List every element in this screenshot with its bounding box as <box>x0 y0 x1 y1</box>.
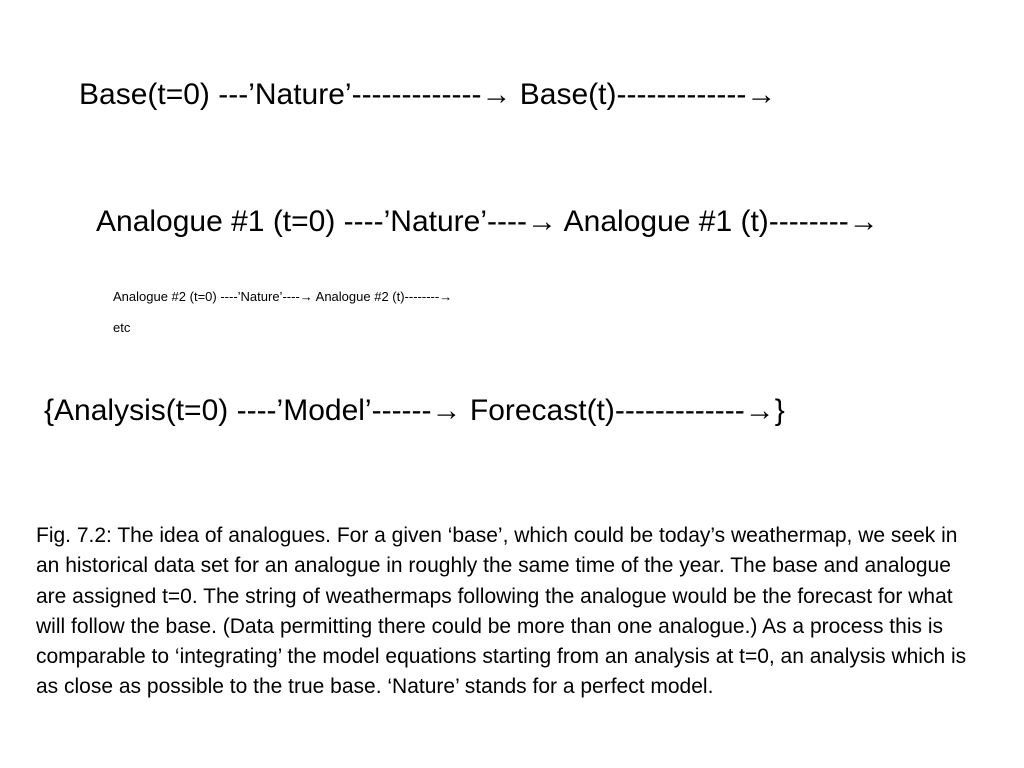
analogue2-row <box>113 290 452 303</box>
right-arrow-icon: → <box>299 289 313 304</box>
base-end-label: Base(t)------------- <box>511 78 747 111</box>
analogue1-start-label: Analogue #1 (t=0) ----’Nature’---- <box>96 205 527 238</box>
analogue2-end-label: Analogue #2 (t)-------- <box>312 289 440 304</box>
right-arrow-icon: → <box>848 205 879 238</box>
forecast-end-label: Forecast(t)------------- <box>461 394 745 427</box>
analogue1-end-label: Analogue #1 (t)-------- <box>556 205 849 238</box>
etc-label: etc <box>113 320 131 335</box>
base-start-label: Base(t=0) ---’Nature’------------- <box>79 78 482 111</box>
right-arrow-icon: → <box>744 394 775 427</box>
figure-caption: Fig. 7.2: The idea of analogues. For a given ‘base’, which could be today’s weathermap, we seek in an historical data set for an analogue in roughly the same time of the year. The base and analogue are assigned t=0. The string of weathermaps following the analogue would be the forecast for what will follow the base. (Data permitting there could be more than one analogue.) As a process this is comparable to ‘integrating’ the model equations starting from an analysis at t=0, an analysis which is as close as possible to the true base. ‘Nature’ stands for a perfect model. <box>36 524 967 699</box>
right-arrow-icon: → <box>746 78 777 111</box>
analogue1-row <box>96 207 879 237</box>
right-arrow-icon: → <box>481 78 512 111</box>
analysis-start-label: {Analysis(t=0) ----’Model’------ <box>44 394 432 427</box>
base-row <box>79 80 776 110</box>
right-arrow-icon: → <box>526 205 557 238</box>
right-arrow-icon: → <box>431 394 462 427</box>
model-row <box>44 396 785 426</box>
right-arrow-icon: → <box>439 289 453 304</box>
analogue2-start-label: Analogue #2 (t=0) ----’Nature’---- <box>113 289 300 304</box>
closing-brace: } <box>774 394 785 427</box>
